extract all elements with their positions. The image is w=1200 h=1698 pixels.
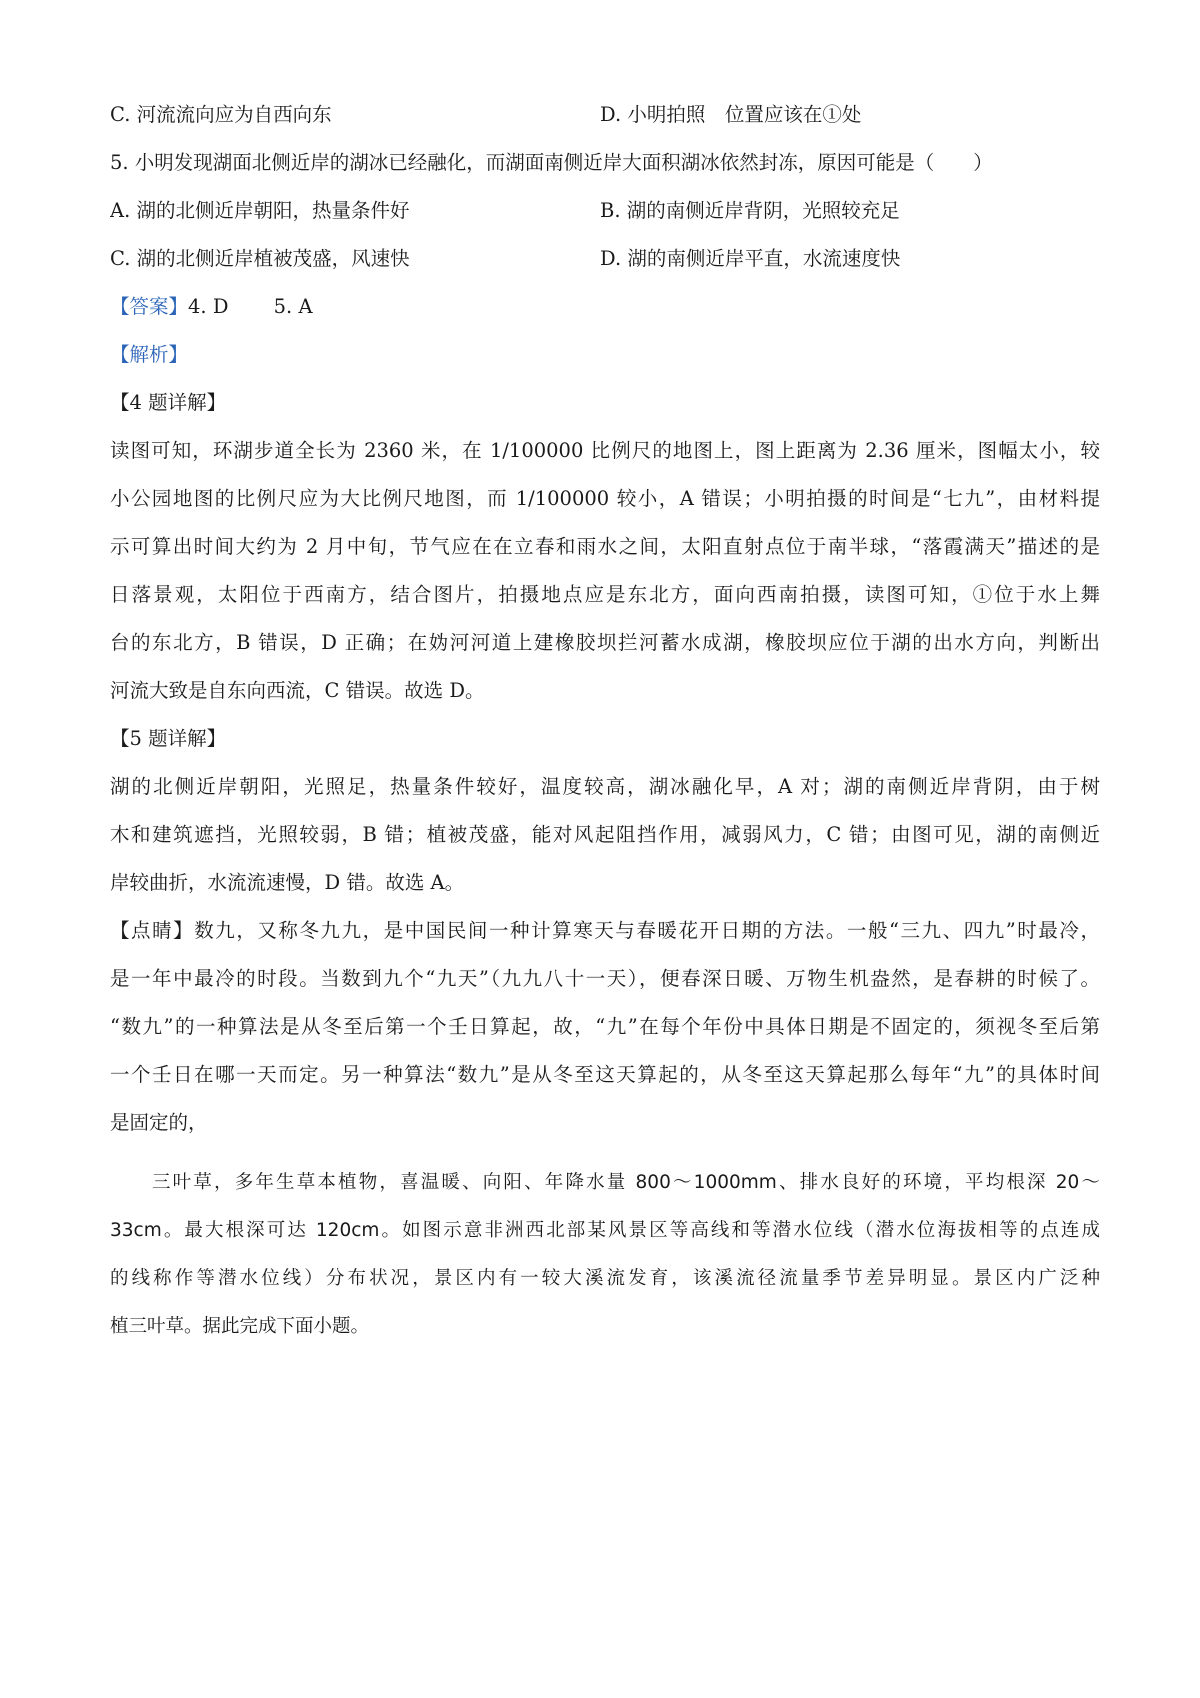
q5-option-b: B. 湖的南侧近岸背阴，光照较充足 xyxy=(600,199,900,222)
detail4-line: 示可算出时间大约为 2 月中旬，节气应在在立春和雨水之间，太阳直射点位于南半球，“落霞满天”描述的是 xyxy=(110,535,1100,558)
tip-line: 是一年中最冷的时段。当数到九个“九天”（九九八十一天），便春深日暖、万物生机盎然，是春耕的时候了。 xyxy=(110,967,1100,990)
tip-line: “数九”的一种算法是从冬至后第一个壬日算起，故，“九”在每个年份中具体日期是不固定的，须视冬至后第 xyxy=(110,1015,1100,1038)
detail5-line: 岸较曲折，水流流速慢，D 错。故选 A。 xyxy=(110,871,465,894)
tip-first-text: 数九，又称冬九九，是中国民间一种计算寒天与春暖花开日期的方法。一般“三九、四九”时最冷， xyxy=(194,919,1100,942)
q5-option-a: A. 湖的北侧近岸朝阳，热量条件好 xyxy=(110,199,410,222)
answer-label: 【答案】 xyxy=(110,295,189,318)
q5-stem: 5. 小明发现湖面北侧近岸的湖冰已经融化，而湖面南侧近岸大面积湖冰依然封冻，原因可能是（ ） xyxy=(110,151,993,174)
tip-label: 【点睛】 xyxy=(110,919,195,942)
material-line: 的线称作等潜水位线）分布状况，景区内有一较大溪流发育，该溪流径流量季节差异明显。景区内广泛种 xyxy=(110,1268,1100,1289)
material-line: 三叶草，多年生草本植物，喜温暖、向阳、年降水量 800～1000mm、排水良好的环境，平均根深 20～ xyxy=(152,1172,1100,1193)
detail5-line: 木和建筑遮挡，光照较弱，B 错；植被茂盛，能对风起阻挡作用，减弱风力，C 错；由图可见，湖的南侧近 xyxy=(110,823,1100,846)
answer-text: 4. D 5. A xyxy=(188,295,313,318)
tip-line: 一个壬日在哪一天而定。另一种算法“数九”是从冬至这天算起的，从冬至这天算起那么每年“九”的具体时间 xyxy=(110,1063,1100,1086)
detail4-line: 日落景观，太阳位于西南方，结合图片，拍摄地点应是东北方，面向西南拍摄，读图可知，①位于水上舞 xyxy=(110,583,1100,606)
q5-option-d: D. 湖的南侧近岸平直，水流速度快 xyxy=(600,247,901,270)
q4-option-d: D. 小明拍照 位置应该在①处 xyxy=(600,103,862,126)
detail4-line: 读图可知，环湖步道全长为 2360 米，在 1/100000 比例尺的地图上，图上距离为 2.36 厘米，图幅太小，较 xyxy=(110,439,1100,462)
detail4-line: 小公园地图的比例尺应为大比例尺地图，而 1/100000 较小，A 错误；小明拍摄的时间是“七九”，由材料提 xyxy=(110,487,1100,510)
q5-option-c: C. 湖的北侧近岸植被茂盛，风速快 xyxy=(110,247,410,270)
tip-line: 是固定的， xyxy=(110,1111,208,1134)
detail5-line: 湖的北侧近岸朝阳，光照足，热量条件较好，温度较高，湖冰融化早，A 对；湖的南侧近岸背阴，由于树 xyxy=(110,775,1100,798)
detail4-label: 【4 题详解】 xyxy=(110,391,227,414)
detail5-label: 【5 题详解】 xyxy=(110,727,227,750)
tip-first-line xyxy=(110,916,1100,946)
detail4-line: 河流大致是自东向西流，C 错误。故选 D。 xyxy=(110,679,485,702)
detail4-line: 台的东北方，B 错误，D 正确；在妫河河道上建橡胶坝拦河蓄水成湖，橡胶坝应位于湖的出水方向，判断出 xyxy=(110,631,1100,654)
analysis-label: 【解析】 xyxy=(110,343,189,366)
q4-option-c: C. 河流流向应为自西向东 xyxy=(110,103,332,126)
material-line: 植三叶草。据此完成下面小题。 xyxy=(110,1316,370,1337)
answer-line xyxy=(110,292,1100,322)
material-line: 33cm。最大根深可达 120cm。如图示意非洲西北部某风景区等高线和等潜水位线（潜水位海拔相等的点连成 xyxy=(110,1220,1100,1241)
